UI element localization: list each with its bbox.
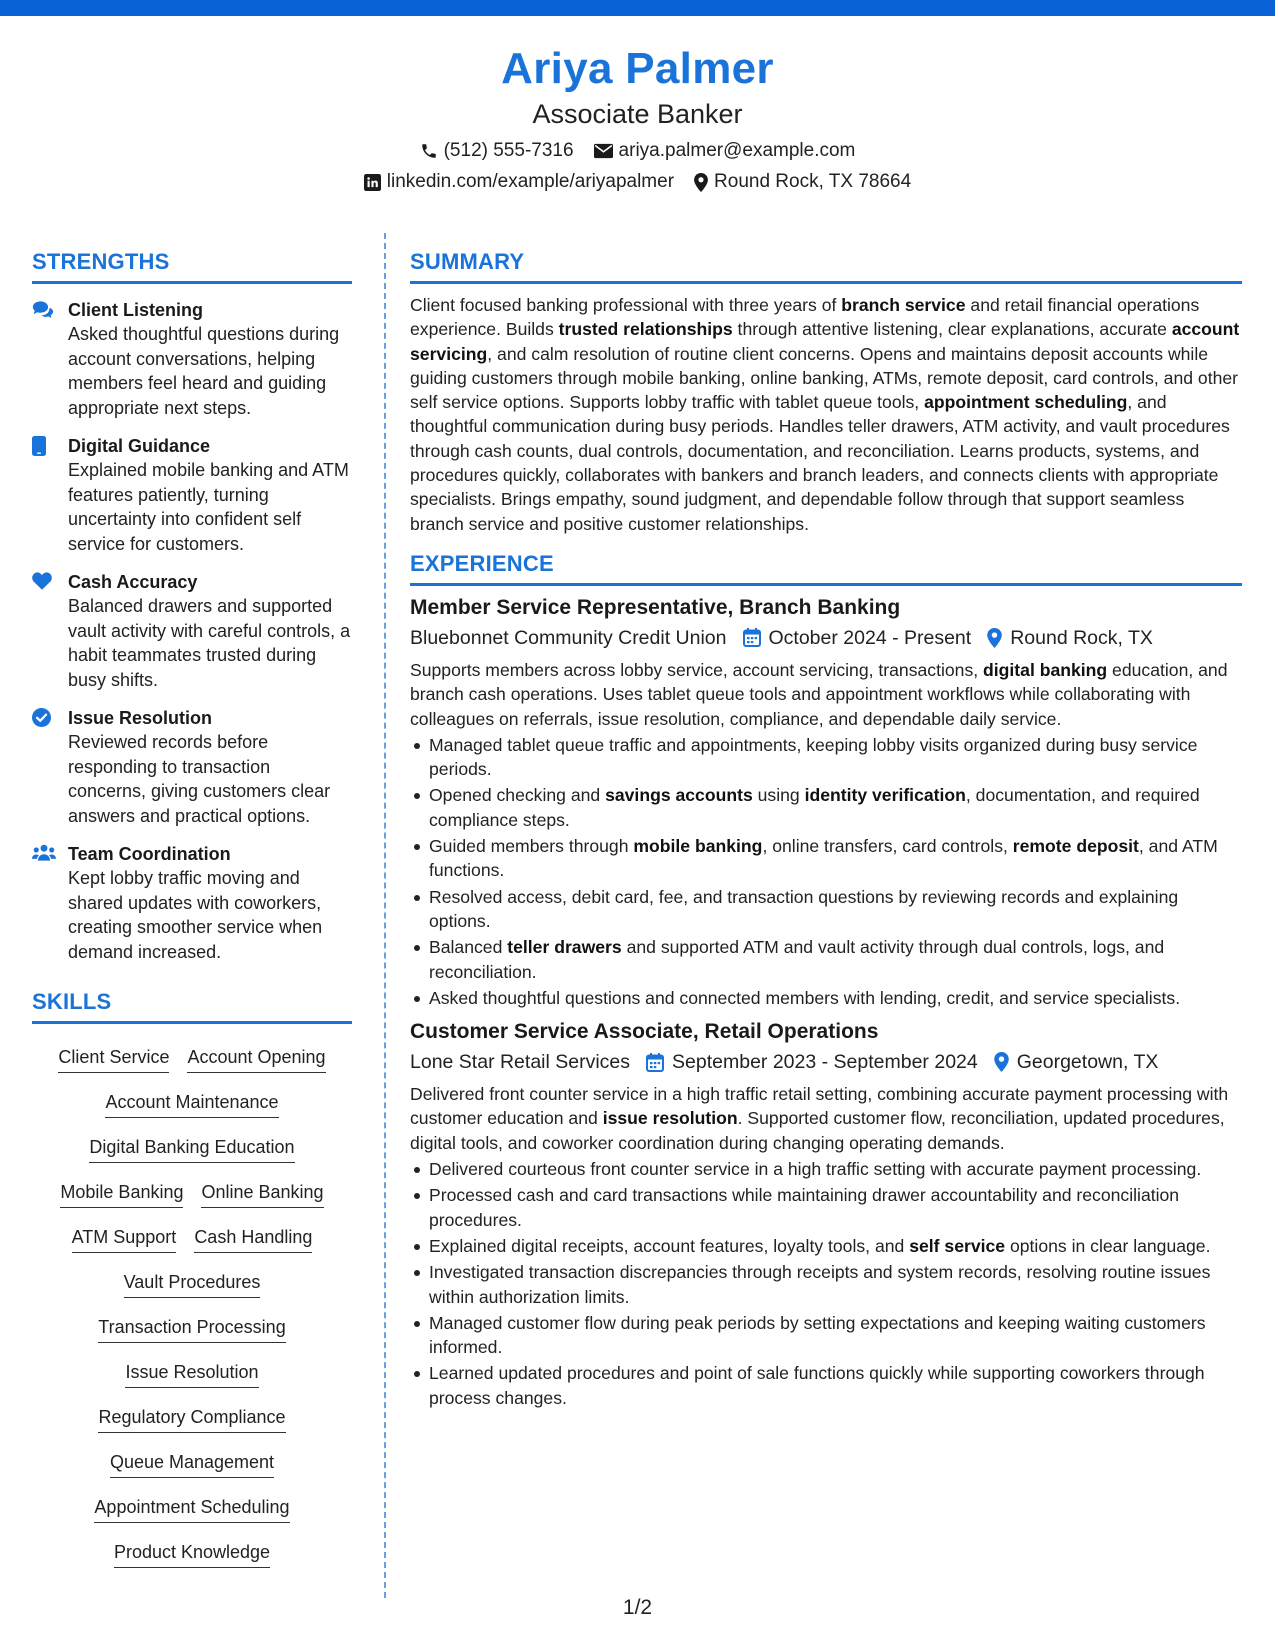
strength-title: Cash Accuracy <box>68 572 198 592</box>
job-title: Member Service Representative, Branch Banking <box>410 595 901 619</box>
strength-item <box>32 298 352 420</box>
strengths-section <box>32 248 352 964</box>
strength-title: Issue Resolution <box>68 708 213 728</box>
job-meta <box>410 624 1242 652</box>
skill-tag: Online Banking <box>201 1180 323 1208</box>
skill-tag: Digital Banking Education <box>89 1135 294 1163</box>
location-text: Round Rock, TX 78664 <box>714 171 912 192</box>
skill-tag: ATM Support <box>72 1225 177 1253</box>
job-bullet: Balanced teller drawers and supported ATM and vault activity through dual controls, logs, and reconciliation. <box>410 935 1242 984</box>
job-bullet: Explained digital receipts, account features, loyalty tools, and self service options in clear language. <box>410 1234 1242 1258</box>
experience-section <box>410 550 1242 1410</box>
strength-item <box>32 434 352 556</box>
column-divider <box>384 233 386 1598</box>
skill-tag: Queue Management <box>110 1450 274 1478</box>
skill-tag: Vault Procedures <box>124 1270 261 1298</box>
job-meta <box>410 1048 1242 1076</box>
job-summary: Delivered front counter service in a high traffic retail setting, combining accurate payment processing with customer education and issue resolution. Supported customer flow, reconciliation, updated procedures, digital tools, and coworker coordination during changing operating demands. <box>410 1084 1229 1153</box>
map-pin-icon <box>994 1052 1009 1072</box>
skills-list <box>32 1036 352 1576</box>
map-pin-icon <box>987 628 1002 648</box>
contact-row-1 <box>0 139 1275 163</box>
users-icon <box>32 844 56 861</box>
strength-title: Team Coordination <box>68 844 231 864</box>
skill-tag: Transaction Processing <box>98 1315 285 1343</box>
email-text[interactable]: ariya.palmer@example.com <box>618 140 856 161</box>
job-bullet: Resolved access, debit card, fee, and transaction questions by reviewing records and explaining options. <box>410 885 1242 934</box>
candidate-role: Associate Banker <box>532 99 743 129</box>
envelope-icon <box>594 143 613 159</box>
map-pin-icon <box>694 173 708 192</box>
skill-tag: Appointment Scheduling <box>94 1495 289 1523</box>
strengths-heading: STRENGTHS <box>32 248 352 284</box>
strength-desc: Balanced drawers and supported vault activity with careful controls, a habit teammates trusted during busy shifts. <box>68 596 351 690</box>
job-bullet: Learned updated procedures and point of sale functions quickly while supporting coworkers through process changes. <box>410 1361 1242 1410</box>
linkedin-text[interactable]: linkedin.com/example/ariyapalmer <box>386 171 675 192</box>
summary-section <box>410 248 1242 536</box>
strength-desc: Reviewed records before responding to transaction concerns, giving customers clear answers and practical options. <box>68 732 331 826</box>
job-title: Customer Service Associate, Retail Operations <box>410 1020 879 1044</box>
strength-item <box>32 842 352 964</box>
job-bullets <box>410 733 1242 1010</box>
job-bullet: Investigated transaction discrepancies through receipts and system records, resolving routine issues within authorization limits. <box>410 1260 1242 1309</box>
skill-tag: Mobile Banking <box>60 1180 183 1208</box>
location-item <box>694 170 911 194</box>
job-location: Georgetown, TX <box>1016 1051 1159 1074</box>
job-bullet: Managed tablet queue traffic and appointments, keeping lobby visits organized during busy service periods. <box>410 733 1242 782</box>
strength-title: Client Listening <box>68 300 203 320</box>
check-circle-icon <box>32 708 51 727</box>
skills-section <box>32 988 352 1576</box>
right-column <box>410 248 1242 1412</box>
candidate-name: Ariya Palmer <box>501 44 774 93</box>
strength-desc: Asked thoughtful questions during account conversations, helping members feel heard and guiding appropriate next steps. <box>68 324 340 418</box>
mobile-phone-icon <box>32 436 46 456</box>
page-number: 1/2 <box>622 1596 653 1619</box>
job-bullet: Guided members through mobile banking, online transfers, card controls, remote deposit, and ATM functions. <box>410 834 1242 883</box>
linkedin-item <box>364 170 674 194</box>
job-entry <box>410 1018 1242 1410</box>
job-bullet: Delivered courteous front counter service in a high traffic setting with accurate payment processing. <box>410 1157 1242 1181</box>
job-bullet: Asked thoughtful questions and connected members with lending, credit, and service specialists. <box>410 986 1242 1010</box>
calendar-icon <box>646 1053 664 1072</box>
experience-heading: EXPERIENCE <box>410 550 1242 586</box>
job-dates: September 2023 - September 2024 <box>672 1051 978 1074</box>
skill-tag: Product Knowledge <box>114 1540 270 1568</box>
strength-item <box>32 570 352 692</box>
calendar-icon <box>743 628 761 647</box>
left-column <box>32 248 352 1576</box>
chat-bubbles-icon <box>32 300 54 318</box>
phone-item <box>420 139 574 163</box>
job-location: Round Rock, TX <box>1010 626 1153 649</box>
skill-tag: Account Opening <box>187 1045 325 1073</box>
job-entry <box>410 594 1242 1010</box>
skill-tag: Regulatory Compliance <box>98 1405 285 1433</box>
phone-text[interactable]: (512) 555-7316 <box>443 140 574 161</box>
skill-tag: Issue Resolution <box>125 1360 258 1388</box>
job-dates: October 2024 - Present <box>768 626 972 649</box>
heart-icon <box>32 572 52 590</box>
linkedin-icon <box>364 174 381 191</box>
email-item <box>594 139 856 163</box>
job-bullet: Managed customer flow during peak periods by setting expectations and keeping waiting customers informed. <box>410 1311 1242 1360</box>
skills-heading: SKILLS <box>32 988 352 1024</box>
job-bullet: Opened checking and savings accounts using identity verification, documentation, and required compliance steps. <box>410 783 1242 832</box>
skill-tag: Account Maintenance <box>105 1090 278 1118</box>
job-company: Bluebonnet Community Credit Union <box>410 626 727 649</box>
contact-row-2 <box>0 170 1275 194</box>
skill-tag: Client Service <box>58 1045 169 1073</box>
job-summary: Supports members across lobby service, account servicing, transactions, digital banking education, and branch cash operations. Uses tablet queue tools and appointment workflows while collaborating with colleagues on referrals, issue resolution, compliance, and dependable daily service. <box>410 659 1228 729</box>
strength-item <box>32 706 352 828</box>
strength-desc: Explained mobile banking and ATM features patiently, turning uncertainty into confident self service for customers. <box>68 460 349 554</box>
resume-header <box>0 40 1275 194</box>
phone-icon <box>420 142 438 160</box>
skill-tag: Cash Handling <box>194 1225 312 1253</box>
job-bullets <box>410 1157 1242 1410</box>
top-accent-bar <box>0 0 1275 16</box>
job-company: Lone Star Retail Services <box>410 1051 631 1074</box>
strength-desc: Kept lobby traffic moving and shared updates with coworkers, creating smoother service when demand increased. <box>68 868 323 962</box>
strength-title: Digital Guidance <box>68 436 211 456</box>
summary-text: Client focused banking professional with three years of branch service and retail financial operations experience. Builds trusted relationships through attentive listening, clear explanations, accurate account servicing, and calm resolution of routine client concerns. Opens and maintains deposit accounts while guiding customers through mobile banking, online banking, ATMs, remote deposit, card controls, and other self service options. Supports lobby traffic with tablet queue tools, appointment scheduling, and thoughtful communication during busy periods. Handles teller drawers, ATM activity, and vault procedures through cash counts, dual controls, documentation, and reconciliation. Learns products, systems, and procedures quickly, collaborates with bankers and branch leaders, and connects clients with appropriate specialists. Brings empathy, sound judgment, and dependable follow through that support seamless branch service and positive customer relationships. <box>410 295 1240 534</box>
job-bullet: Processed cash and card transactions while maintaining drawer accountability and reconciliation procedures. <box>410 1183 1242 1232</box>
summary-heading: SUMMARY <box>410 248 1242 284</box>
